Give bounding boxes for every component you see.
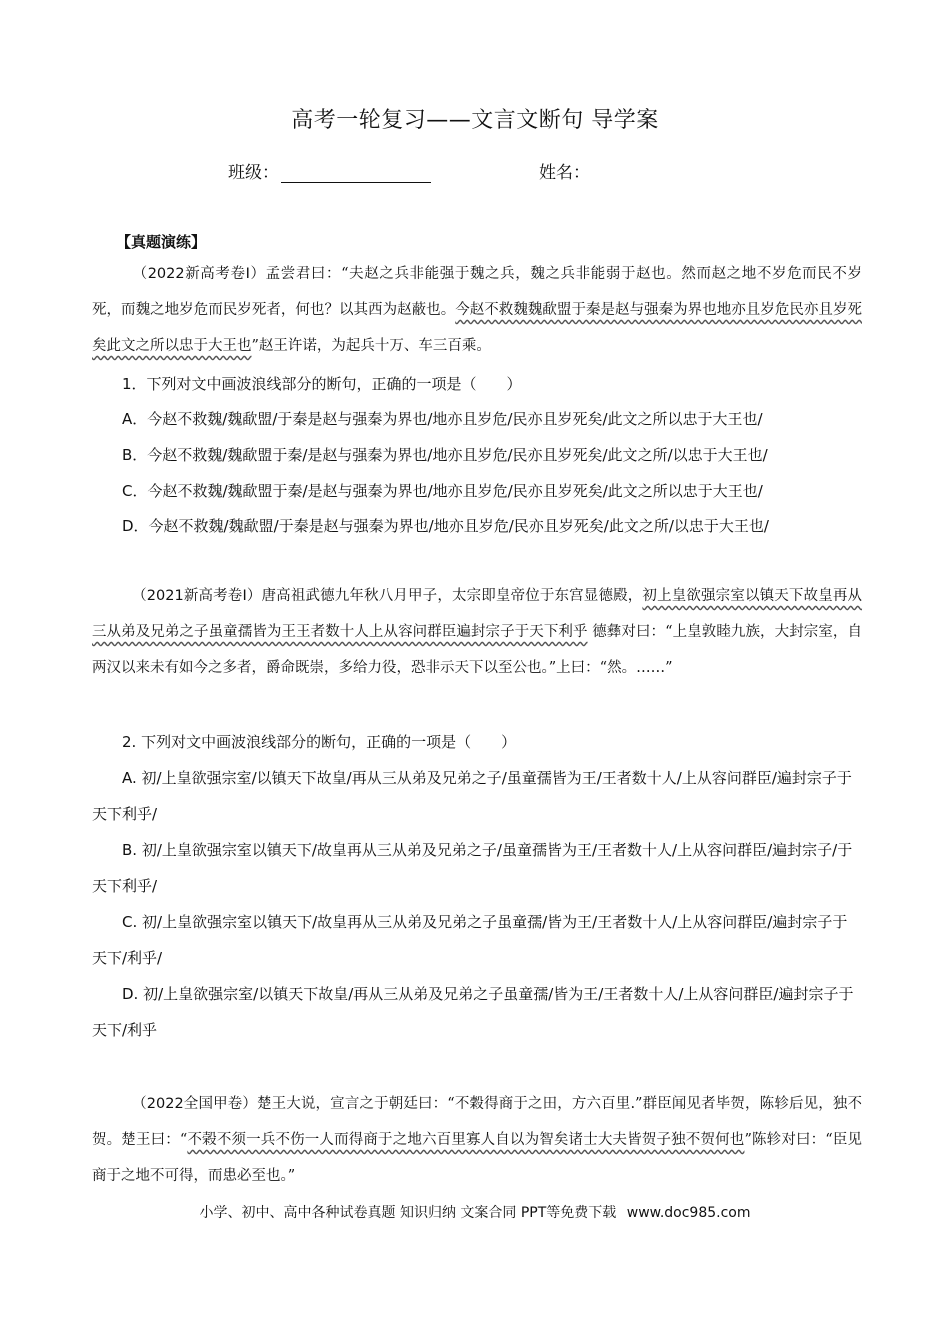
- passage-1-text-before: 孟尝君曰：“夫赵之兵非能强于魏之兵，魏之兵非能弱于赵也。然而赵之地不岁危而民不岁死，而魏之地岁危而民岁死者，何也？以其西为赵蔽也。: [92, 266, 862, 318]
- passage-1-source: （2022新高考卷Ⅰ）: [132, 266, 266, 282]
- question-2-option-a: A. 初/上皇欲强宗室/以镇天下故皇/再从三从弟及兄弟之子/虽童孺皆为王/王者数十人/上从容问群臣/遍封宗子于天下利乎/: [92, 769, 852, 823]
- footer-site-link[interactable]: www.doc985.com: [626, 1205, 751, 1221]
- passage-2-source: （2021新高考卷Ⅰ）: [132, 588, 262, 604]
- passage-2-text-after: 德彝对曰：“上皇敦睦九族，大封宗室，自两汉以来未有如今之多者，爵命既崇，多给力役，恐非示天下以至公也。”上曰：“然。……”: [92, 624, 862, 676]
- page-footer: [0, 1202, 950, 1222]
- class-blank-line: [281, 164, 431, 183]
- section-heading: 【真题演练】: [116, 233, 207, 251]
- name-label: 姓名：: [539, 163, 590, 183]
- passage-1: [92, 256, 862, 364]
- passage-1-wavy-text: 今赵不救魏魏歃盟于秦是赵与强秦为界也地亦且岁危民亦且岁死矣此文之所以忠于大王也: [92, 302, 862, 354]
- passage-3-text-after: ”陈轸对曰：“臣见商于之地不可得，而患必至也。”: [92, 1132, 863, 1184]
- passage-2-wavy-text: 初上皇欲强宗室以镇天下故皇再从三从弟及兄弟之子虽童孺皆为王王者数十人上从容问群臣遍封宗子于天下利乎: [92, 588, 863, 640]
- passage-3-source: （2022全国甲卷）: [132, 1096, 257, 1112]
- question-2-option-b: B. 初/上皇欲强宗室以镇天下/故皇再从三从弟及兄弟之子/虽童孺皆为王/王者数十人/上从容问群臣/遍封宗子/于天下利乎/: [92, 841, 853, 895]
- question-1-option-d: D．今赵不救魏/魏歃盟/于秦是赵与强秦为界也/地亦且岁危/民亦且岁死矣/此文之所/以忠于大王也/: [122, 517, 769, 535]
- question-1-option-b: B．今赵不救魏/魏歃盟于秦/是赵与强秦为界也/地亦且岁危/民亦且岁死矣/此文之所/以忠于大王也/: [122, 446, 768, 464]
- passage-1-text-after: ”赵王许诺，为起兵十万、车三百乘。: [251, 338, 491, 354]
- footer-text: 小学、初中、高中各种试卷真题 知识归纳 文案合同 PPT等免费下载: [199, 1205, 617, 1221]
- passage-2-text-before: 唐高祖武德九年秋八月甲子，太宗即皇帝位于东宫显德殿，: [261, 588, 643, 604]
- passage-3-wavy-text: 不榖不须一兵不伤一人而得商于之地六百里寡人自以为智矣诸士大夫皆贺子独不贺何也: [187, 1132, 745, 1148]
- passage-3: [92, 1086, 862, 1194]
- passage-3-text-before: 楚王大说，宣言之于朝廷曰：“不穀得商于之田，方六百里.”群臣闻见者毕贺，陈轸后见，独不贺。楚王曰：“: [92, 1096, 863, 1148]
- question-2: 2. 下列对文中画波浪线部分的断句，正确的一项是（ ）: [122, 733, 517, 751]
- class-label: 班级：: [228, 163, 279, 183]
- page-title: 高考一轮复习——文言文断句 导学案: [291, 108, 659, 133]
- question-1: 1．下列对文中画波浪线部分的断句，正确的一项是（ ）: [122, 375, 522, 393]
- question-1-option-c: C．今赵不救魏/魏歃盟于秦/是赵与强秦为界也/地亦且岁危/民亦且岁死矣/此文之所以忠于大王也/: [122, 482, 763, 500]
- question-2-option-d: D. 初/上皇欲强宗室/以镇天下故皇/再从三从弟及兄弟之子虽童孺/皆为王/王者数十人/上从容问群臣/遍封宗子于天下/利乎: [92, 985, 854, 1039]
- passage-2: [92, 578, 862, 686]
- question-2-option-c: C. 初/上皇欲强宗室以镇天下/故皇再从三从弟及兄弟之子虽童孺/皆为王/王者数十人/上从容问群臣/遍封宗子于天下/利乎/: [92, 913, 848, 967]
- question-1-option-a: A．今赵不救魏/魏歃盟/于秦是赵与强秦为界也/地亦且岁危/民亦且岁死矣/此文之所以忠于大王也/: [122, 410, 763, 428]
- student-info-row: [228, 158, 590, 183]
